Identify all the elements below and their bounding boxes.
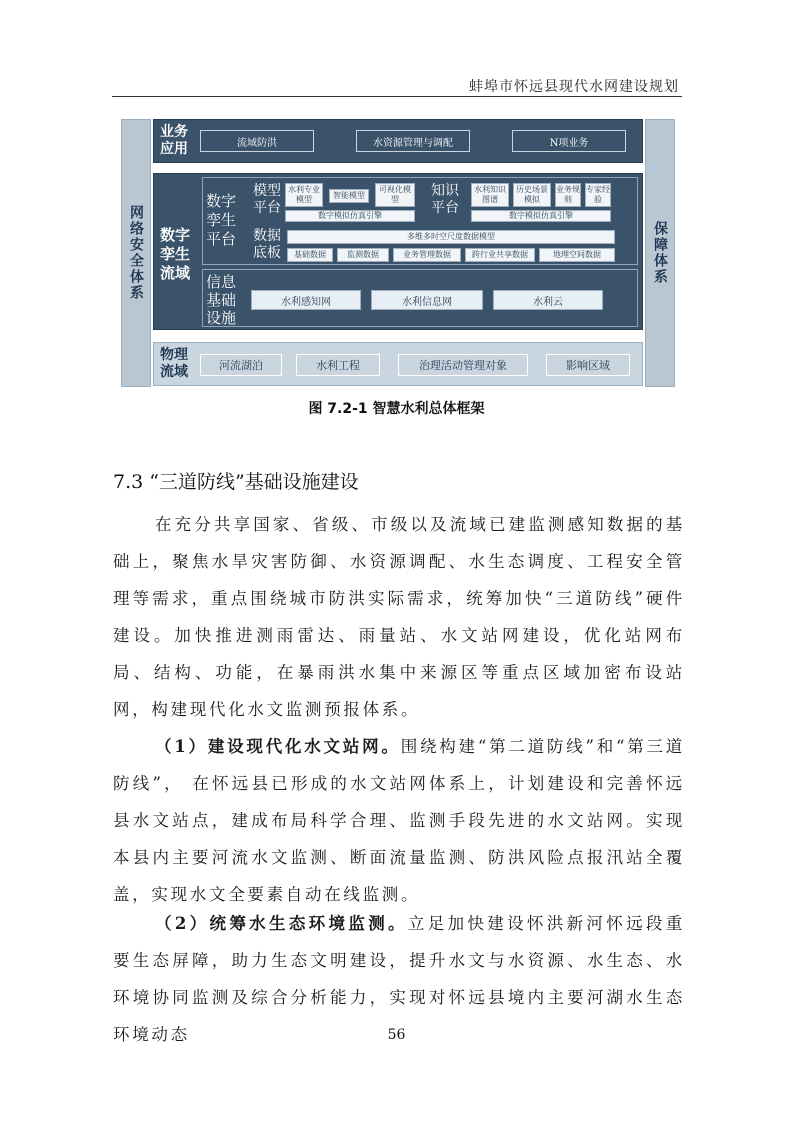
info-infra-label: 信息基础设施 xyxy=(206,273,237,327)
business-layer xyxy=(153,119,643,163)
business-item-water-resource: 水资源管理与调配 xyxy=(356,130,470,152)
right-side-label: 保障体系 xyxy=(652,221,668,285)
paragraph-3-title: （2）统筹水生态环境监测。 xyxy=(155,914,408,933)
paragraph-1 xyxy=(113,506,685,728)
header-divider xyxy=(112,96,682,97)
figure-caption: 图 7.2-1 智慧水利总体框架 xyxy=(308,401,485,417)
infra-item-network: 水利信息网 xyxy=(371,290,483,310)
info-infra-group xyxy=(202,269,638,327)
data-item-geo: 地理空间数据 xyxy=(539,248,615,262)
paragraph-1-text: 在充分共享国家、省级、市级以及流域已建监测感知数据的基础上，聚焦水旱灾害防御、水资源调配、水生态调度、工程安全管理等需求，重点围绕城市防洪实际需求，统筹加快“三道防线”硬件建设。加快推进测雨雷达、雨量站、水文站网建设，优化站网布局、结构、功能，在暴雨洪水集中来源区等重点区域加密布设站网，构建现代化水文监测预报体系。 xyxy=(113,515,685,719)
running-header: 蚌埠市怀远县现代水网建设规划 xyxy=(469,79,679,95)
model-item-intelligent: 智能模型 xyxy=(329,189,369,203)
knowledge-item-expert: 专家经验 xyxy=(585,183,611,207)
physical-layer xyxy=(153,342,643,386)
business-item-n: N项业务 xyxy=(512,130,626,152)
data-base-label: 数据底板 xyxy=(253,228,281,261)
model-item-professional: 水利专业模型 xyxy=(285,183,323,207)
data-item-basic: 基础数据 xyxy=(287,248,333,262)
knowledge-platform-label: 知识平台 xyxy=(431,183,459,216)
physical-label: 物理流域 xyxy=(160,347,188,380)
digital-platform-group xyxy=(202,177,638,265)
physical-item-governance: 治理活动管理对象 xyxy=(398,354,528,376)
knowledge-engine: 数字模拟仿真引擎 xyxy=(471,210,611,222)
section-heading: 7.3 “三道防线”基础设施建设 xyxy=(113,471,359,493)
paragraph-2-title: （1）建设现代化水文站网。 xyxy=(155,737,401,756)
physical-item-impact: 影响区域 xyxy=(546,354,630,376)
right-side-panel xyxy=(645,119,675,387)
page-number: 56 xyxy=(387,1027,406,1043)
model-item-visual: 可视化模型 xyxy=(375,183,415,207)
data-item-business: 业务管理数据 xyxy=(393,248,461,262)
data-item-monitor: 监测数据 xyxy=(337,248,389,262)
model-platform-label: 模型平台 xyxy=(253,183,281,216)
physical-item-rivers: 河流湖泊 xyxy=(200,354,282,376)
data-model-bar: 多维多时空尺度数据模型 xyxy=(287,230,615,244)
paragraph-2-text: 围绕构建“第二道防线”和“第三道防线”， 在怀远县已形成的水文站网体系上，计划建设和完善怀远县水文站点，建成布局科学合理、监测手段先进的水文站网。实现本县内主要河流水文监测、断面流量监测、防洪风险点报汛站全覆盖，实现水文全要素自动在线监测。 xyxy=(113,737,685,904)
business-label: 业务应用 xyxy=(160,124,188,157)
paragraph-2 xyxy=(113,728,685,913)
infra-item-sensing: 水利感知网 xyxy=(251,290,361,310)
knowledge-item-graph: 水利知识图谱 xyxy=(471,183,509,207)
twin-label: 数字孪生流域 xyxy=(160,226,191,282)
infra-item-cloud: 水利云 xyxy=(493,290,603,310)
knowledge-item-rules: 业务规则 xyxy=(555,183,581,207)
model-engine: 数字模拟仿真引擎 xyxy=(285,210,415,222)
data-item-shared: 跨行业共享数据 xyxy=(465,248,535,262)
left-side-label: 网络安全体系 xyxy=(128,205,144,301)
left-side-panel xyxy=(121,119,151,387)
paragraph-3-text: 立足加快建设怀洪新河怀远段重要生态屏障，助力生态文明建设，提升水文与水资源、水生态、水环境协同监测及综合分析能力，实现对怀远县境内主要河湖水生态环境动态 xyxy=(113,914,685,1044)
knowledge-item-history: 历史场景模拟 xyxy=(513,183,551,207)
twin-layer xyxy=(153,173,643,330)
digital-platform-label: 数字孪生平台 xyxy=(206,192,237,248)
business-item-flood: 流域防洪 xyxy=(200,130,314,152)
physical-item-projects: 水利工程 xyxy=(296,354,380,376)
